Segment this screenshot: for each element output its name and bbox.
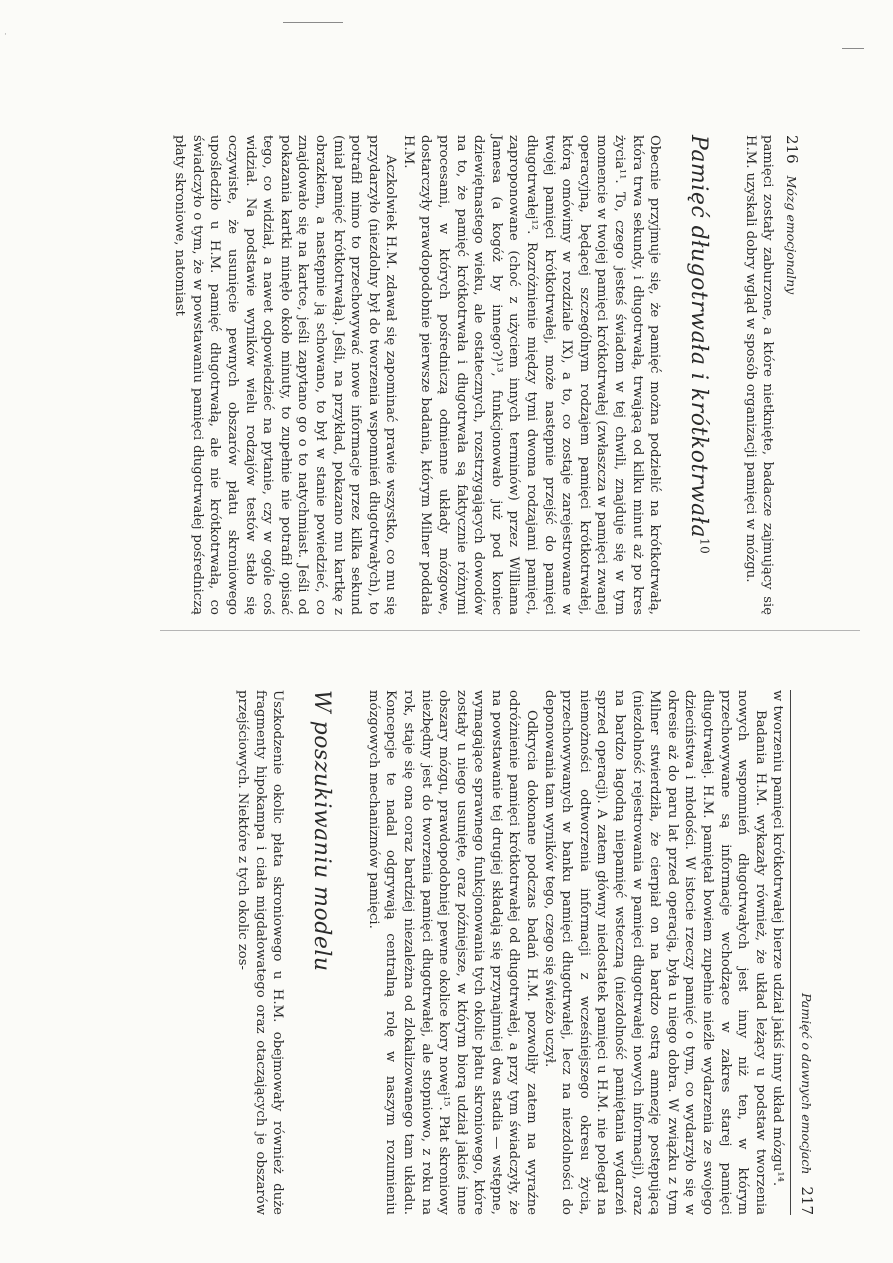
page-number: 216 [783,135,801,164]
intro-paragraph: w tworzeniu pamięci krótkotrwałej bierze udział jakiś inny układ mózgu¹⁴. [770,690,786,1187]
section-heading [685,135,711,615]
intro-paragraph: pamięci zostały zaburzone, a które nietknięte, badacze zajmujący się H.M. uzyskali dobry wgląd w sposób organizacji pamięci w mózgu. [742,135,776,615]
scan-artifact-line [160,630,860,631]
section-heading-text: W poszukiwaniu modelu [309,690,335,972]
running-head [797,690,815,1215]
body-paragraph: Badania H.M. wykazały również, że układ leżący u podstaw tworzenia nowych wspomnień długotrwałych jest inny niż ten, w którym przechowywane są informacje wchodzące w zakres starej pamięci długotrwałej. H.M. pamiętał bowiem zupełnie nieźle wydarzenia ze swojego dzieciństwa i młodości. W istocie rzeczy pamięć o tym, co wydarzyło się w okresie aż do paru lat przed operacją, była u niego dobra. W związku z tym Milner stwierdziła, że cierpiał on na bardzo ostrą amnezję postępującą (niezdolność rejestrowania w pamięci długotrwałej nowych informacji), oraz na bardzo łagodną niepamięć wsteczną (niezdolność pamiętania wydarzeń sprzed operacji). A zatem główny niedostatek pamięci u H.M. nie polegał na niemożności odtworzenia informacji z wcześniejszego okresu życia, przechowywanych w banku pamięci długotrwałej, lecz na niezdolności do deponowania tam wyników tego, czego się świeżo uczył. [541,690,768,1215]
body-paragraph: Aczkolwiek H.M. zdawał się zapominać prawie wszystko, co mu się przydarzyło (niezdolny był do tworzenia wspomnień długotrwałych), to potrafił mimo to przechowywać nowe informacje przez kilka sekund (miał pamięć krótkotrwałą). Jeśli, na przykład, pokazano mu kartkę z obrazkiem, a następnie ją schowano, to był w stanie powiedzieć, co znajdowało się na kartce, jeśli zapytano go o to natychmiast. Jeśli od pokazania kartki minęło około minuty, to zupełnie nie potrafił opisać tego, co widział, a nawet odpowiedzieć na pytanie, czy w ogóle coś widział. Na podstawie wyników wielu rodzajów testów stało się oczywiste, że usunięcie pewnych obszarów płatu skroniowego upośledziło u H.M. pamięć długotrwałą, ale nie krótkotrwałą, co świadczyło o tym, że w powstawaniu pamięci długotrwałej pośredniczą płaty skroniowe, natomiast [172,135,399,615]
page-number: 217 [798,1186,816,1215]
footnote-marker: 10 [697,538,712,555]
section-heading [308,690,334,1215]
body-paragraph: Odkrycia dokonane podczas badań H.M. pozwoliły zatem na wyraźne odróżnienie pamięci krótkotrwałej od długotrwałej, a przy tym świadczyły, że na powstawanie tej drugiej składają się przynajmniej dwa stadia — wstępne, wymagające sprawnego funkcjonowania tych okolic płatu skroniowego, które zostały u niego usunięte, oraz późniejsze, w którym biorą udział jakieś inne obszary mózgu, prawdopodobniej pewne okolice kory nowej¹⁵. Płat skroniowy niezbędny jest do tworzenia pamięci długotrwałej, ale stopniowo, z roku na rok, staje się ona coraz bardziej niezależna od zlokalizowanego tam układu. Koncepcje te nadal odgrywają centralną rolę w naszym rozumieniu mózgowych mechanizmów pamięci. [365,690,540,1215]
page-217 [233,690,815,1215]
running-title: Pamięć o dawnych emocjach [799,992,814,1175]
body-paragraph: Obecnie przyjmuje się, że pamięć można podzielić na krótkotrwałą, która trwa sekundy, i długotrwałą, trwającą od kilku minut aż po kres życia¹¹. To, czego jesteś świadom w tej chwili, znajduje się w tym momencie w twojej pamięci krótkotrwałej (zwłaszcza w pamięci zwanej operacyjną, będącej szczególnym rodzajem pamięci krótkotrwałej, którą omówimy w rozdziale IX), a to, co zostaje zarejestrowane w twojej pamięci krótkotrwałej, może następnie przejść do pamięci długotrwałej¹². Rozróżnienie między tymi dwoma rodzajami pamięci, zaproponowane (choć z użyciem innych terminów) przez Williama Jamesa (a kogóż by innego?)¹³, funkcjonowało już pod koniec dziewiętnastego wieku, ale ostatecznych, rozstrzygających dowodów na to, że pamięć krótkotrwała i długotrwała są faktycznie różnymi procesami, w których pośredniczą odmienne układy mózgowe, dostarczyły prawdopodobnie pierwsze badania, którym Milner poddała H.M. [400,135,663,615]
section-heading-text: Pamięć długotrwała i krótkotrwała [686,135,712,539]
scan-artifact-line [842,48,864,49]
scan-artifact-line [283,22,343,23]
running-head [782,135,800,615]
header-rule [790,690,791,1215]
body-paragraph: Uszkodzenie okolic płata skroniowego u H.M. obejmowały również duże fragmenty hipokampa i ciała migdałowatego oraz otaczających je obszarów przejściowych. Niektóre z tych okolic zos- [234,690,286,1215]
page-216 [171,135,800,615]
scan-artifact-speck: · [4,30,7,40]
running-title: Mózg emocjonalny [784,175,799,295]
